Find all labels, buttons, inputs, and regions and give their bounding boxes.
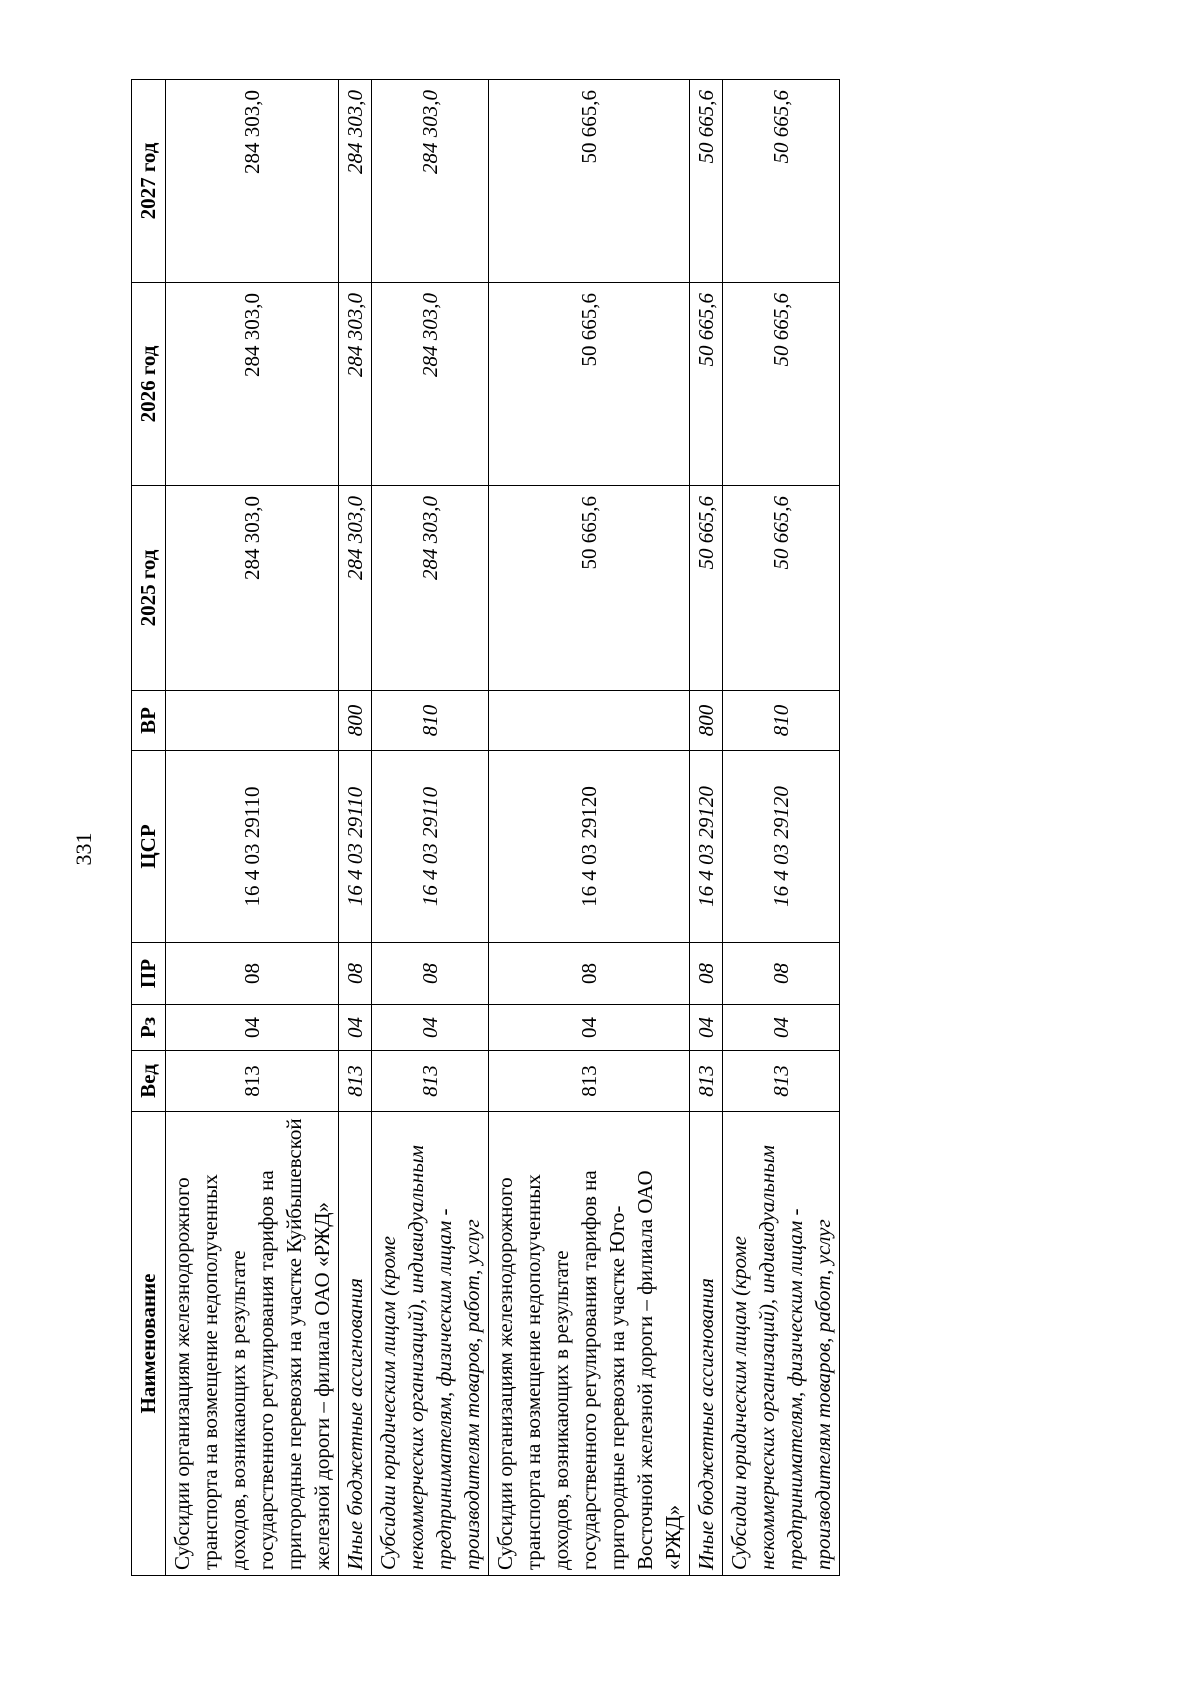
cell-ved: 813 xyxy=(166,1051,339,1112)
table-row xyxy=(723,80,840,1576)
cell-2027: 50 665,6 xyxy=(690,80,723,283)
cell-ved: 813 xyxy=(372,1051,489,1112)
cell-name: Субсидии юридическим лицам (кроме некоммерческих организаций), индивидуальным предпринимателям, физическим лицам - производителям товаров, работ, услуг xyxy=(723,1112,840,1576)
cell-2025: 50 665,6 xyxy=(723,486,840,691)
cell-2026: 284 303,0 xyxy=(339,283,372,486)
cell-csr: 16 4 03 29110 xyxy=(372,751,489,943)
cell-pr: 08 xyxy=(690,943,723,1005)
page-number: 331 xyxy=(71,832,96,866)
cell-pr: 08 xyxy=(339,943,372,1005)
cell-name: Субсидии организациям железнодорожного транспорта на возмещение недополученных доходов, возникающих в результате государственного регулирования тарифов на пригородные перевозки на участке Юго-Восточной железной дороги – филиала ОАО «РЖД» xyxy=(489,1112,690,1576)
header-name: Наименование xyxy=(132,1112,166,1576)
cell-vr: 800 xyxy=(690,691,723,751)
cell-ved: 813 xyxy=(690,1051,723,1112)
cell-rz: 04 xyxy=(166,1005,339,1051)
cell-2026: 284 303,0 xyxy=(372,283,489,486)
cell-2027: 50 665,6 xyxy=(489,80,690,283)
budget-table-rotated xyxy=(131,80,835,1576)
header-vr: ВР xyxy=(132,691,166,751)
cell-vr: 810 xyxy=(723,691,840,751)
cell-2027: 284 303,0 xyxy=(339,80,372,283)
cell-ved: 813 xyxy=(723,1051,840,1112)
cell-vr xyxy=(489,691,690,751)
cell-name: Субсидии организациям железнодорожного транспорта на возмещение недополученных доходов, возникающих в результате государственного регулирования тарифов на пригородные перевозки на участке Куйбышевской железной дороги – филиала ОАО «РЖД» xyxy=(166,1112,339,1576)
cell-2025: 284 303,0 xyxy=(372,486,489,691)
cell-2027: 50 665,6 xyxy=(723,80,840,283)
table-header-row xyxy=(132,80,166,1576)
table-row xyxy=(166,80,339,1576)
cell-pr: 08 xyxy=(489,943,690,1005)
header-rz: Рз xyxy=(132,1005,166,1051)
cell-ved: 813 xyxy=(339,1051,372,1112)
cell-2026: 50 665,6 xyxy=(489,283,690,486)
cell-csr: 16 4 03 29120 xyxy=(723,751,840,943)
cell-vr: 800 xyxy=(339,691,372,751)
cell-pr: 08 xyxy=(372,943,489,1005)
cell-csr: 16 4 03 29110 xyxy=(339,751,372,943)
cell-2027: 284 303,0 xyxy=(166,80,339,283)
cell-name: Субсидии юридическим лицам (кроме некоммерческих организаций), индивидуальным предпринимателям, физическим лицам - производителям товаров, работ, услуг xyxy=(372,1112,489,1576)
table-row xyxy=(339,80,372,1576)
cell-rz: 04 xyxy=(372,1005,489,1051)
cell-2025: 50 665,6 xyxy=(489,486,690,691)
header-2026: 2026 год xyxy=(132,283,166,486)
cell-vr xyxy=(166,691,339,751)
cell-2025: 284 303,0 xyxy=(339,486,372,691)
budget-table-container xyxy=(131,80,835,1576)
cell-csr: 16 4 03 29120 xyxy=(690,751,723,943)
cell-pr: 08 xyxy=(166,943,339,1005)
cell-name: Иные бюджетные ассигнования xyxy=(339,1112,372,1576)
cell-2026: 50 665,6 xyxy=(723,283,840,486)
cell-pr: 08 xyxy=(723,943,840,1005)
cell-2025: 50 665,6 xyxy=(690,486,723,691)
cell-vr: 810 xyxy=(372,691,489,751)
cell-2026: 284 303,0 xyxy=(166,283,339,486)
cell-rz: 04 xyxy=(723,1005,840,1051)
cell-rz: 04 xyxy=(489,1005,690,1051)
cell-ved: 813 xyxy=(489,1051,690,1112)
budget-table xyxy=(131,79,840,1576)
table-row xyxy=(690,80,723,1576)
cell-2025: 284 303,0 xyxy=(166,486,339,691)
cell-2027: 284 303,0 xyxy=(372,80,489,283)
cell-name: Иные бюджетные ассигнования xyxy=(690,1112,723,1576)
cell-rz: 04 xyxy=(690,1005,723,1051)
header-2025: 2025 год xyxy=(132,486,166,691)
header-ved: Вед xyxy=(132,1051,166,1112)
cell-csr: 16 4 03 29110 xyxy=(166,751,339,943)
table-row xyxy=(489,80,690,1576)
cell-csr: 16 4 03 29120 xyxy=(489,751,690,943)
header-csr: ЦСР xyxy=(132,751,166,943)
table-row xyxy=(372,80,489,1576)
cell-2026: 50 665,6 xyxy=(690,283,723,486)
cell-rz: 04 xyxy=(339,1005,372,1051)
header-2027: 2027 год xyxy=(132,80,166,283)
header-pr: ПР xyxy=(132,943,166,1005)
